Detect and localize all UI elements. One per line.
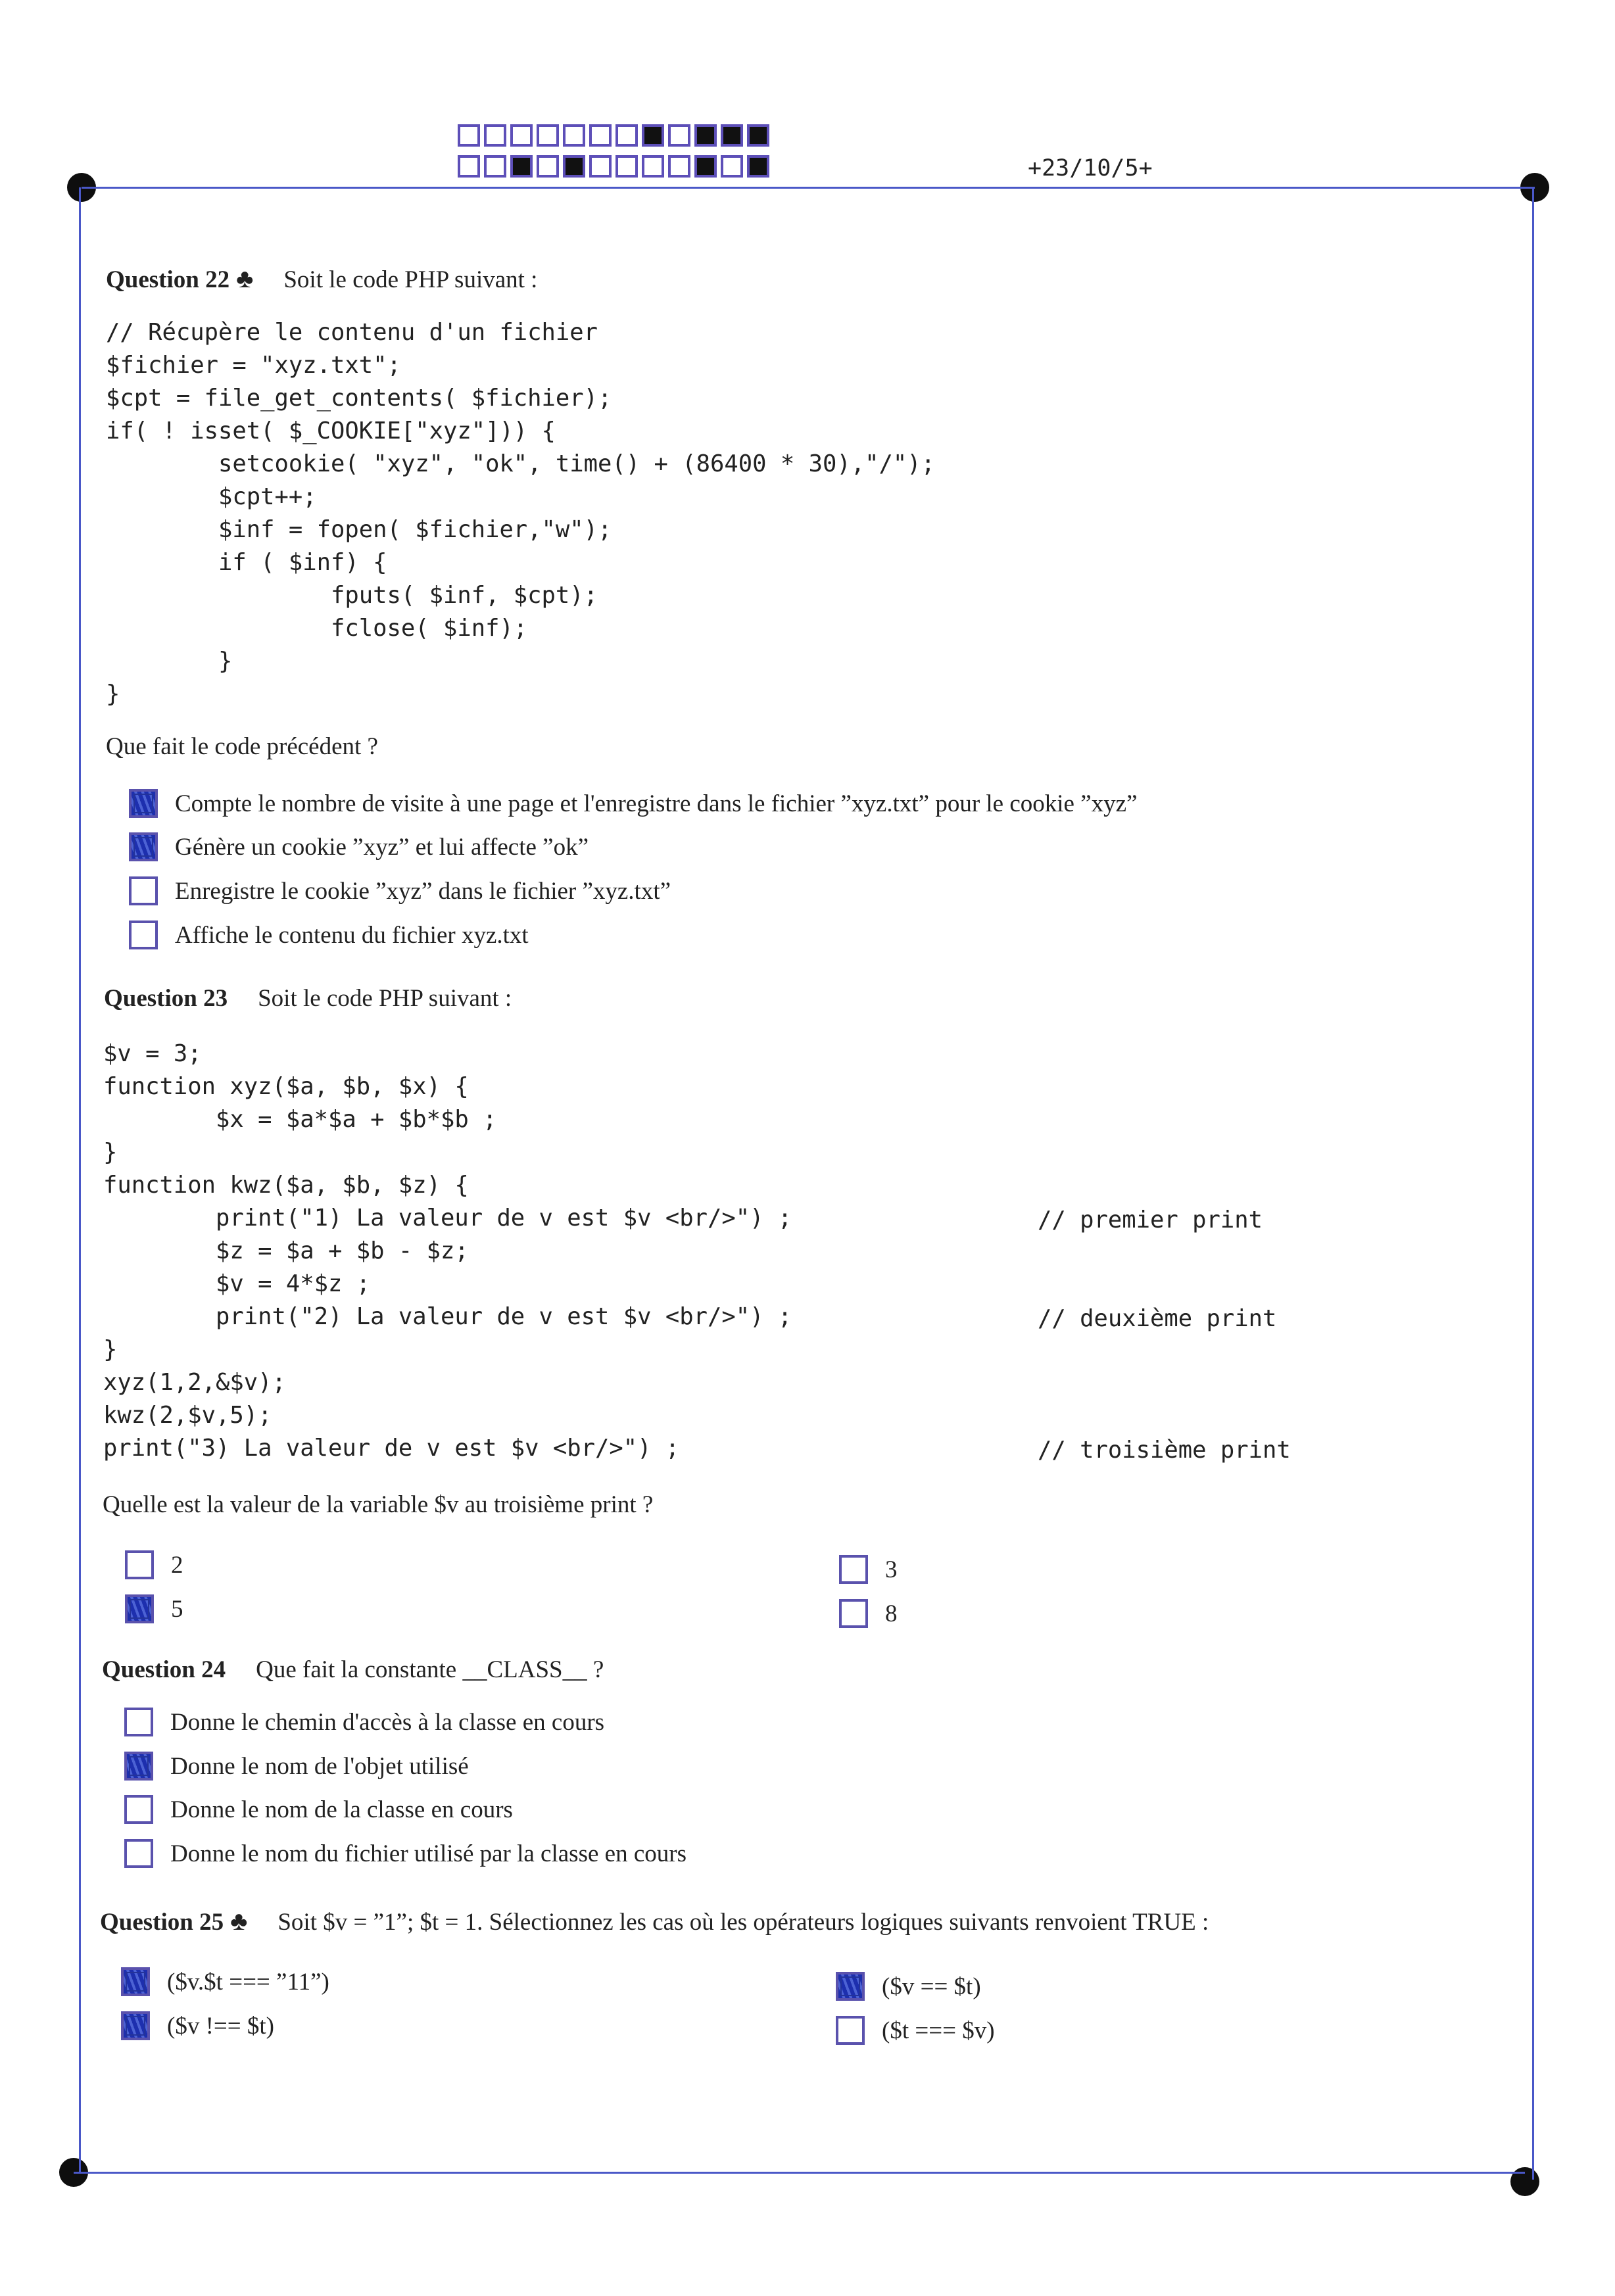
code-line: kwz(2,$v,5); <box>103 1402 272 1429</box>
code-line: $z = $a + $b - $z; <box>103 1237 469 1264</box>
code-line: } <box>103 1336 118 1363</box>
id-grid-cell <box>589 155 612 178</box>
code-line: function kwz($a, $b, $z) { <box>103 1172 469 1199</box>
question-23-prompt: Quelle est la valeur de la variable $v au troisième print ? <box>103 1491 654 1518</box>
question-statement: Soit $v = ”1”; $t = 1. Sélectionnez les cas où les opérateurs logiques suivants renvoient TRUE : <box>277 1909 1209 1936</box>
code-line: print("2) La valeur de v est $v <br/>") ; <box>103 1303 792 1330</box>
id-grid-cell <box>458 124 480 147</box>
option-label: Affiche le contenu du fichier xyz.txt <box>175 921 529 949</box>
code-line: $cpt++; <box>106 483 317 510</box>
code-line: if ( $inf) { <box>106 549 387 576</box>
code-comment: // premier print <box>1038 1207 1263 1233</box>
option[interactable] <box>124 1752 469 1781</box>
id-grid-cell <box>484 124 506 147</box>
frame-left <box>79 187 81 2172</box>
id-grid-cell <box>510 155 533 178</box>
option-label: 5 <box>171 1595 183 1623</box>
option[interactable] <box>124 1839 687 1868</box>
option[interactable] <box>129 876 671 905</box>
question-22-prompt: Que fait le code précédent ? <box>106 733 378 760</box>
option-label: Donne le nom de l'objet utilisé <box>170 1752 469 1780</box>
id-grid-cell <box>642 124 664 147</box>
option-label: Enregistre le cookie ”xyz” dans le fichier ”xyz.txt” <box>175 877 671 905</box>
option-label: Donne le nom de la classe en cours <box>170 1796 513 1823</box>
checkbox[interactable] <box>125 1594 154 1623</box>
code-line: xyz(1,2,&$v); <box>103 1369 286 1396</box>
id-grid-cell <box>721 124 743 147</box>
checkbox[interactable] <box>121 2011 150 2040</box>
id-grid-row-2 <box>458 155 773 178</box>
question-22-code <box>106 316 935 711</box>
frame-top <box>82 187 1535 189</box>
question-number: Question 23 <box>104 985 228 1012</box>
question-25-header <box>100 1905 1209 1936</box>
id-grid-cell <box>458 155 480 178</box>
code-line: fputs( $inf, $cpt); <box>106 582 598 609</box>
code-line: } <box>103 1139 118 1166</box>
checkbox[interactable] <box>124 1795 153 1824</box>
code-comment: // troisième print <box>1038 1437 1291 1464</box>
option[interactable] <box>121 1967 329 1996</box>
id-grid-cell <box>694 155 717 178</box>
question-statement: Que fait la constante __CLASS__ ? <box>256 1656 604 1683</box>
id-grid-cell <box>484 155 506 178</box>
checkbox[interactable] <box>124 1752 153 1781</box>
id-grid-cell <box>721 155 743 178</box>
checkbox[interactable] <box>129 876 158 905</box>
checkbox[interactable] <box>124 1708 153 1736</box>
code-line: $cpt = file_get_contents( $fichier); <box>106 385 612 412</box>
option[interactable] <box>125 1594 183 1623</box>
option[interactable] <box>839 1555 898 1584</box>
option[interactable] <box>129 921 529 949</box>
checkbox[interactable] <box>121 1967 150 1996</box>
code-line: // Récupère le contenu d'un fichier <box>106 319 598 346</box>
checkbox[interactable] <box>839 1555 868 1584</box>
option-label: Donne le nom du fichier utilisé par la classe en cours <box>170 1840 687 1867</box>
id-grid-cell <box>668 124 690 147</box>
option-label: 2 <box>171 1551 183 1579</box>
code-comment: // deuxième print <box>1038 1305 1277 1332</box>
code-line: if( ! isset( $_COOKIE["xyz"])) { <box>106 418 556 444</box>
checkbox[interactable] <box>125 1550 154 1579</box>
code-line: $x = $a*$a + $b*$b ; <box>103 1106 497 1133</box>
question-23-code <box>103 1038 792 1465</box>
option[interactable] <box>121 2011 274 2040</box>
id-grid-cell <box>537 155 559 178</box>
frame-bottom <box>74 2172 1525 2174</box>
club-icon: ♣ <box>230 1906 248 1936</box>
code-line: $fichier = "xyz.txt"; <box>106 352 401 379</box>
code-line: $v = 4*$z ; <box>103 1270 371 1297</box>
option[interactable] <box>124 1795 513 1824</box>
id-grid-row-1 <box>458 124 773 147</box>
checkbox[interactable] <box>129 921 158 949</box>
code-line: print("1) La valeur de v est $v <br/>") ; <box>103 1205 792 1232</box>
id-grid-cell <box>642 155 664 178</box>
club-icon: ♣ <box>236 264 254 293</box>
option-label: ($v.$t === ”11”) <box>167 1968 329 1996</box>
code-line: fclose( $inf); <box>106 615 528 642</box>
id-grid-cell <box>589 124 612 147</box>
question-24-header <box>102 1656 604 1684</box>
question-22-header <box>106 263 537 294</box>
option-label: Génère un cookie ”xyz” et lui affecte ”ok” <box>175 833 589 861</box>
id-grid-cell <box>510 124 533 147</box>
checkbox[interactable] <box>129 789 158 818</box>
checkbox[interactable] <box>839 1599 868 1628</box>
id-grid-cell <box>563 155 585 178</box>
option-label: Compte le nombre de visite à une page et l'enregistre dans le fichier ”xyz.txt” pour le cookie ”xyz” <box>175 790 1138 817</box>
question-number: Question 25 <box>100 1909 224 1936</box>
code-line: } <box>106 648 233 675</box>
checkbox[interactable] <box>836 2016 865 2045</box>
code-line: $inf = fopen( $fichier,"w"); <box>106 516 612 543</box>
id-grid-cell <box>537 124 559 147</box>
option[interactable] <box>836 1972 981 2001</box>
id-grid-cell <box>563 124 585 147</box>
page-id: +23/10/5+ <box>1028 155 1153 181</box>
question-statement: Soit le code PHP suivant : <box>258 985 512 1012</box>
code-line: function xyz($a, $b, $x) { <box>103 1073 469 1100</box>
frame-right <box>1532 187 1534 2180</box>
id-grid-cell <box>747 155 769 178</box>
option-label: ($t === $v) <box>882 2017 995 2044</box>
option-label: Donne le chemin d'accès à la classe en cours <box>170 1708 605 1736</box>
option-label: ($v !== $t) <box>167 2012 274 2040</box>
option-label: 3 <box>885 1556 898 1583</box>
option[interactable] <box>129 789 1138 818</box>
option[interactable] <box>129 832 589 861</box>
question-number: Question 24 <box>102 1656 226 1683</box>
option[interactable] <box>836 2016 995 2045</box>
question-statement: Soit le code PHP suivant : <box>283 266 538 293</box>
option-label: ($v == $t) <box>882 1973 981 2000</box>
id-grid-cell <box>615 155 638 178</box>
checkbox[interactable] <box>129 832 158 861</box>
option[interactable] <box>124 1708 604 1736</box>
code-line: $v = 3; <box>103 1040 202 1067</box>
option-label: 8 <box>885 1600 898 1627</box>
question-23-header <box>104 984 512 1013</box>
id-grid-cell <box>615 124 638 147</box>
question-number: Question 22 <box>106 266 230 293</box>
id-grid-cell <box>668 155 690 178</box>
code-line: } <box>106 681 120 707</box>
code-line: print("3) La valeur de v est $v <br/>") ; <box>103 1435 680 1462</box>
checkbox[interactable] <box>836 1972 865 2001</box>
id-grid-cell <box>747 124 769 147</box>
option[interactable] <box>125 1550 183 1579</box>
code-line: setcookie( "xyz", "ok", time() + (86400 * 30),"/"); <box>106 450 935 477</box>
option[interactable] <box>839 1599 898 1628</box>
checkbox[interactable] <box>124 1839 153 1868</box>
id-grid-cell <box>694 124 717 147</box>
